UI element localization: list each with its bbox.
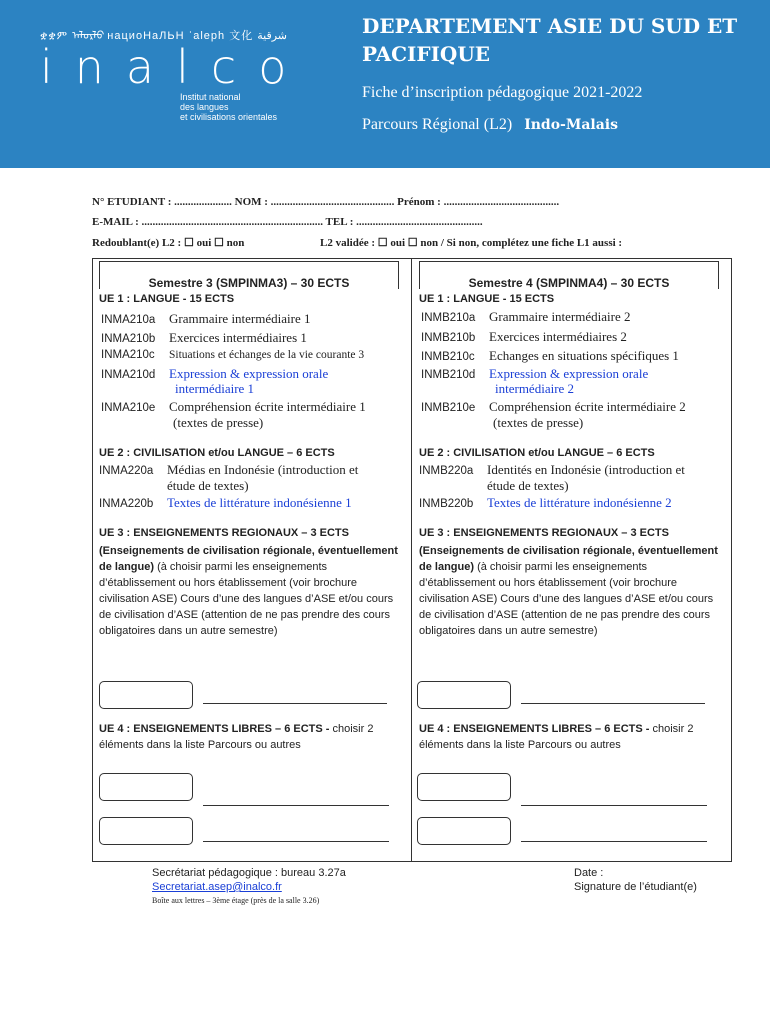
ue2-heading: UE 2 : CIVILISATION et/ou LANGUE – 6 ECTS <box>99 447 335 459</box>
ue3-answer-line[interactable] <box>521 703 705 704</box>
ue3-code-box[interactable] <box>99 681 193 709</box>
course-row: INMB210d Expression & expression orale <box>421 366 649 381</box>
course-row: INMB210c Echanges en situations spécifiques 1 <box>421 348 679 363</box>
redoublant-line[interactable]: Redoublant(e) L2 : ☐ oui ☐ non <box>92 237 245 249</box>
email-tel-line[interactable]: E-MAIL : .................................................................. TEL : .............................................. <box>92 216 483 228</box>
logo-subtitle: Institut national des langues et civilisations orientales <box>180 92 278 122</box>
ue1-heading: UE 1 : LANGUE - 15 ECTS <box>99 293 235 305</box>
ue4-heading: UE 4 : ENSEIGNEMENTS LIBRES – 6 ECTS - choisir 2 éléments dans la liste Parcours ou autres <box>99 723 374 751</box>
course-row: INMB210b Exercices intermédiaires 2 <box>421 329 627 344</box>
ue3-code-box[interactable] <box>417 681 511 709</box>
course-continuation: étude de textes) <box>487 478 569 493</box>
header-banner <box>0 0 770 168</box>
course-row: INMA210c Situations et échanges de la vie courante 3 <box>101 349 365 361</box>
ue4-answer-line-2[interactable] <box>521 841 707 842</box>
ue4-code-box-1[interactable] <box>417 773 511 801</box>
ue3-answer-line[interactable] <box>203 703 387 704</box>
course-row: INMA210d Expression & expression orale <box>101 366 329 381</box>
secretariat-info: Secrétariat pédagogique : bureau 3.27a Secretariat.asep@inalco.fr Boîte aux lettres – 3ème étage (près de la salle 3.26) <box>152 867 346 905</box>
ue4-answer-line-2[interactable] <box>203 841 389 842</box>
ue4-heading: UE 4 : ENSEIGNEMENTS LIBRES – 6 ECTS - choisir 2 éléments dans la liste Parcours ou autres <box>419 723 694 751</box>
course-continuation: intermédiaire 1 <box>175 381 255 396</box>
semester-4-header: Semestre 4 (SMPINMA4) – 30 ECTS <box>419 261 719 289</box>
student-id-line[interactable]: N° ETUDIANT : ..................... NOM : ............................................. Prénom : .......................................... <box>92 196 560 208</box>
ue2-heading: UE 2 : CIVILISATION et/ou LANGUE – 6 ECTS <box>419 447 655 459</box>
l2-validee-line[interactable]: L2 validée : ☐ oui ☐ non / Si non, complétez une fiche L1 aussi : <box>320 237 623 249</box>
parcours-line: Parcours Régional (L2) Indo-Malais <box>362 116 619 133</box>
ue3-heading: UE 3 : ENSEIGNEMENTS REGIONAUX – 3 ECTS <box>99 527 349 539</box>
ue4-code-box-1[interactable] <box>99 773 193 801</box>
ue3-heading: UE 3 : ENSEIGNEMENTS REGIONAUX – 3 ECTS <box>419 527 669 539</box>
ue3-description: (Enseignements de civilisation régionale, éventuellement de langue) (à choisir parmi les enseignements d’établissement ou hors établissement (voir brochure civilisation ASE) Cours d’une des langues d’ASE et/ou cours de civilisation d’ASE (attention de ne pas prendre des cours obligatoires dans un autre semestre) <box>419 545 718 637</box>
course-row: INMB220a Identités en Indonésie (introduction et <box>419 462 685 477</box>
course-row: INMB220b Textes de littérature indonésienne 2 <box>419 495 672 510</box>
ue1-heading: UE 1 : LANGUE - 15 ECTS <box>419 293 555 305</box>
course-row: INMA220a Médias en Indonésie (introduction et <box>99 462 359 477</box>
course-continuation: intermédiaire 2 <box>495 381 575 396</box>
ue4-code-box-2[interactable] <box>417 817 511 845</box>
logo-scripts: ቋቋም ᠠᠯᠤᠷᠯᠤ нациоНаЛЬН ʾaleph 文化 شرقية <box>40 30 288 42</box>
ue3-description: (Enseignements de civilisation régionale, éventuellement de langue) (à choisir parmi les enseignements d’établissement ou hors établissement (voir brochure civilisation ASE) Cours d’une des langues d’ASE et/ou cours de civilisation d’ASE (attention de ne pas prendre des cours obligatoires dans un autre semestre) <box>99 545 398 637</box>
ue4-code-box-2[interactable] <box>99 817 193 845</box>
course-continuation: étude de textes) <box>167 478 249 493</box>
course-continuation: (textes de presse) <box>493 415 584 430</box>
semesters-table <box>92 258 732 862</box>
course-row: INMB210e Compréhension écrite intermédiaire 2 <box>421 399 686 414</box>
course-continuation: (textes de presse) <box>173 415 264 430</box>
fiche-title: Fiche d’inscription pédagogique 2021-2022 <box>362 84 643 101</box>
ue4-answer-line-1[interactable] <box>521 805 707 806</box>
semester-4-column <box>413 259 725 861</box>
semester-3-column <box>93 259 405 861</box>
column-divider <box>411 259 412 861</box>
ue4-answer-line-1[interactable] <box>203 805 389 806</box>
parcours-name: Indo-Malais <box>524 117 619 133</box>
page-title: DEPARTEMENT ASIE DU SUD ET PACIFIQUE <box>362 14 738 66</box>
logo-wordmark: inalco <box>40 40 309 94</box>
course-row: INMA220b Textes de littérature indonésienne 1 <box>99 495 352 510</box>
course-row: INMA210b Exercices intermédiaires 1 <box>101 330 307 345</box>
course-row: INMB210a Grammaire intermédiaire 2 <box>421 309 631 324</box>
course-row: INMA210e Compréhension écrite intermédiaire 1 <box>101 399 366 414</box>
secretariat-email-link[interactable]: Secretariat.asep@inalco.fr <box>152 881 282 893</box>
signature-block: Date : Signature de l’étudiant(e) <box>574 867 697 893</box>
course-row: INMA210a Grammaire intermédiaire 1 <box>101 311 311 326</box>
semester-3-header: Semestre 3 (SMPINMA3) – 30 ECTS <box>99 261 399 289</box>
